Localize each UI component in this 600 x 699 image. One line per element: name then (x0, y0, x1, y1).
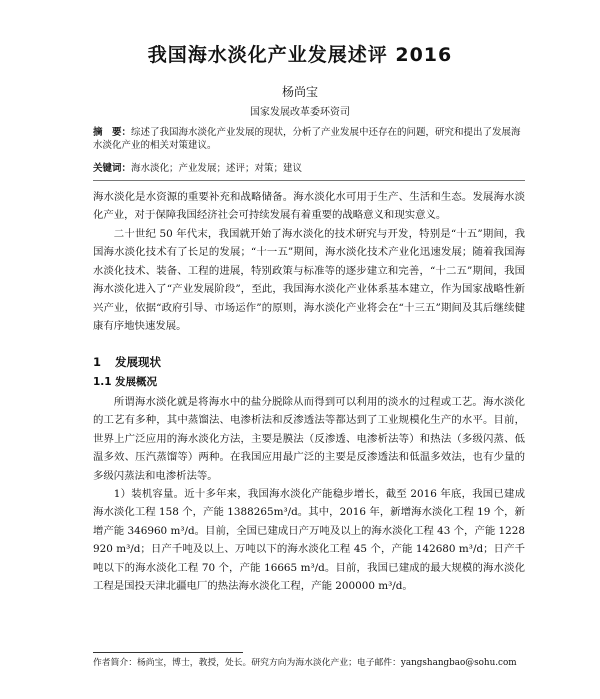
subsection-number: 1.1 (93, 376, 112, 388)
section-1-1-paragraph-1: 所谓海水淡化就是将海水中的盐分脱除从而得到可以利用的淡水的过程或工艺。海水淡化的工艺有多种，其中蒸馏法、电渗析法和反渗透法等都达到了工业规模化生产的水平。目前，世界上广泛应用的海水淡化方法，主要是膜法（反渗透、电渗析法等）和热法（多级闪蒸、低温多效、压汽蒸馏等）两种。在我国应用最广泛的主要是反渗透法和低温多效法，也有少量的多级闪蒸法和电渗析法等。 (93, 396, 525, 482)
abstract-divider (93, 180, 525, 181)
keywords (93, 162, 525, 175)
author-footnote: 作者简介：杨尚宝，博士，教授，处长。研究方向为海水淡化产业；电子邮件：yangshangbao@sohu.com (93, 658, 517, 668)
section-heading-1 (93, 354, 161, 370)
intro-paragraph-2: 二十世纪 50 年代末，我国就开始了海水淡化的技术研究与开发，特别是“十五”期间，我国海水淡化技术有了长足的发展；“十一五”期间，海水淡化技术产业化迅速发展；随着我国海水淡化技术、装备、工程的进展，特别政策与标准等的逐步建立和完善，“十二五”期间，我国海水淡化进入了“产业发展阶段”，至此，我国海水淡化产业体系基本建立，作为国家战略性新兴产业，依据“政府引导、市场运作”的原则，海水淡化产业将会在“十三五”期间及其后继续健康有序地快速发展。 (93, 228, 525, 333)
keywords-text: 海水淡化；产业发展；述评；对策；建议 (131, 163, 303, 174)
section-1-1-paragraph-2: 1）装机容量。近十多年来，我国海水淡化产能稳步增长，截至 2016 年底，我国已建成海水淡化工程 158 个，产能 1388265m³/d。其中，2016 年，新增海水淡化工程 19 个，新增产能 346960 m³/d。目前，全国已建成日产万吨及以上的海水淡化工程 43 个，产能 1228 920 m³/d；日产千吨及以上、万吨以下的海水淡化工程 45 个，产能 142680 m³/d；日产千吨以下的海水淡化工程 70 个，产能 16665 m³/d。目前，我国已建成的最大规模的海水淡化工程是国投天津北疆电厂的热法海水淡化工程，产能 200000 m³/d。 (93, 488, 525, 593)
intro-paragraph-1: 海水淡化是水资源的重要补充和战略储备。海水淡化水可用于生产、生活和生态。发展海水淡化产业，对于保障我国经济社会可持续发展有着重要的战略意义和现实意义。 (93, 191, 525, 222)
footnote-divider (93, 652, 243, 653)
section-number: 1 (93, 355, 102, 369)
author-affiliation: 国家发展改革委环资司 (250, 107, 350, 118)
author-name: 杨尚宝 (281, 85, 318, 99)
abstract (93, 126, 525, 152)
keywords-label: 关键词： (93, 163, 132, 174)
paper-title: 我国海水淡化产业发展述评 2016 (147, 44, 453, 66)
subsection-heading-1-1 (93, 374, 157, 389)
section-title: 发展现状 (115, 355, 161, 369)
abstract-text: 综述了我国海水淡化产业发展的现状，分析了产业发展中还存在的问题，研究和提出了发展海水淡化产业的相关对策建议。 (93, 127, 521, 151)
abstract-label: 摘 要： (93, 127, 132, 138)
subsection-title: 发展概况 (115, 376, 157, 388)
